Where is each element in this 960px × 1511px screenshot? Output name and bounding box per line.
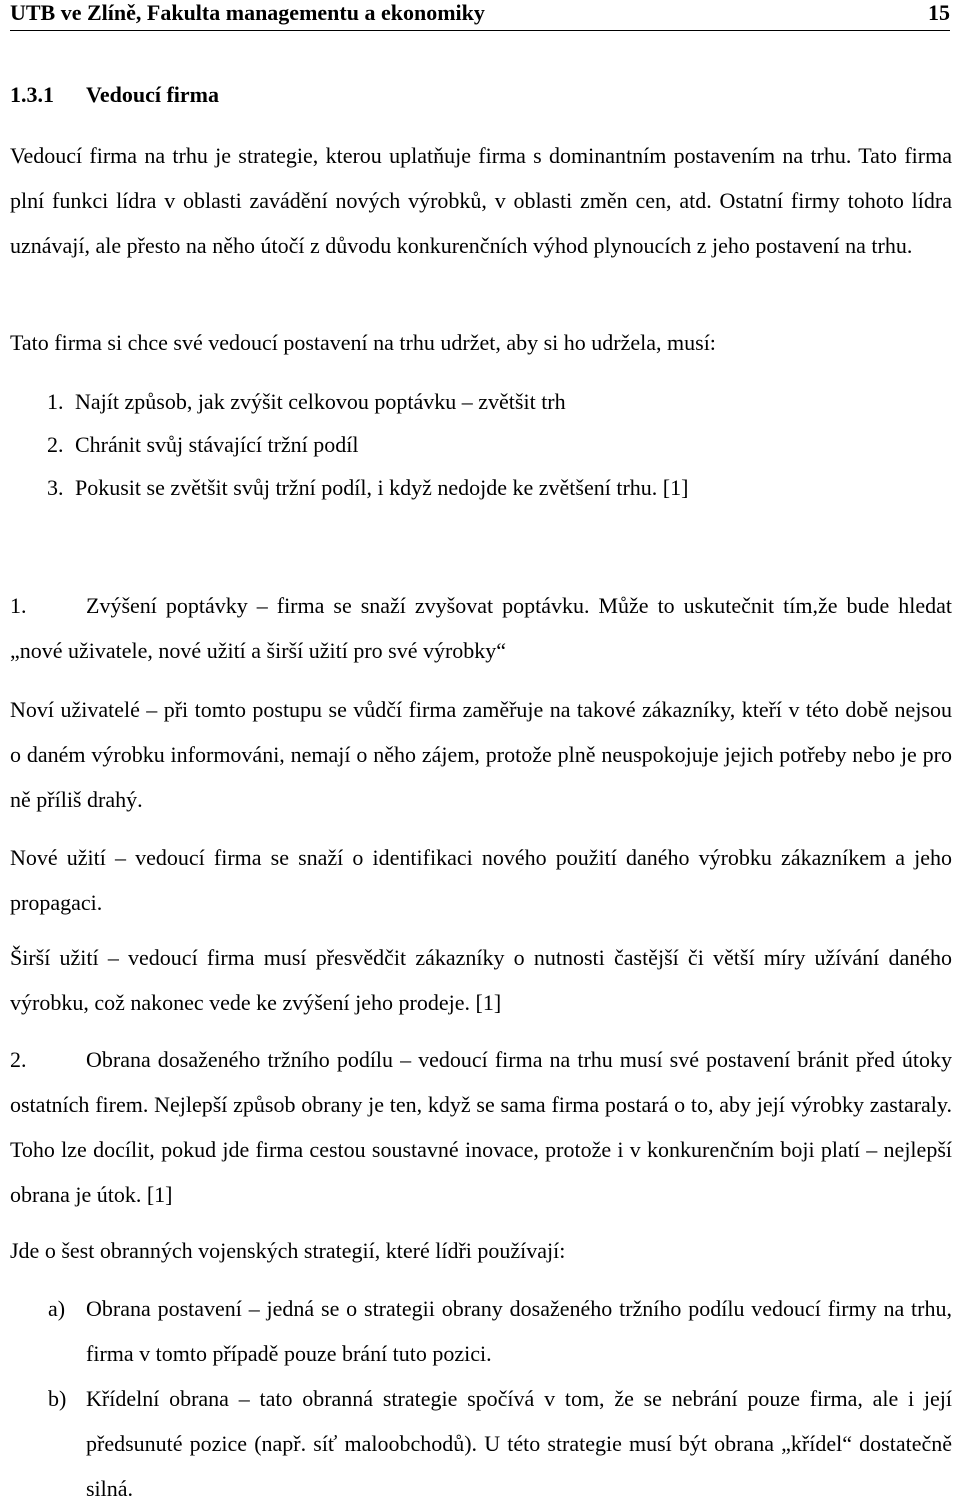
list-item-text: Najít způsob, jak zvýšit celkovou poptávku – zvětšit trh [75, 389, 566, 414]
new-users-paragraph: Noví uživatelé – při tomto postupu se vůdčí firma zaměřuje na takové zákazníky, kteří v této době nejsou o daném výrobku informováni, nemají o něho zájem, protože plně neuspokojuje jejich potřeby nebo je pro ně příliš drahý. [10, 697, 952, 812]
section-number: 1.3.1 [10, 82, 54, 107]
list-item-text: Křídelní obrana – tato obranná strategie spočívá v tom, že se nebrání pouze firma, ale i její předsunuté pozice (např. síť maloobchodů). U této strategie musí být obrana „křídel“ dostatečně silná. [86, 1386, 952, 1501]
page-header [10, 0, 950, 30]
list-item-text: Pokusit se zvětšit svůj tržní podíl, i když nedojde ke zvětšení trhu. [1] [75, 475, 689, 500]
goal-list-item [47, 382, 566, 422]
point-marker: 2. [10, 1047, 27, 1072]
list-marker: 1. [47, 389, 64, 414]
intro-paragraph: Vedoucí firma na trhu je strategie, kterou uplatňuje firma s dominantním postavením na trhu. Tato firma plní funkci lídra v oblasti zavádění nových výrobků, v oblasti změn cen, atd. Ostatní firmy tohoto lídra uznávají, ale přesto na něho útočí z důvodu konkurenčních výhod plynoucích z jeho postavení na trhu. [10, 143, 952, 258]
point-text: Zvýšení poptávky – firma se snaží zvyšovat poptávku. Může to uskutečnit tím,že bude hledat „nové uživatele, nové užití a širší užití pro své výrobky“ [10, 593, 952, 663]
list-item-text: Chránit svůj stávající tržní podíl [75, 432, 359, 457]
defense-list-item [10, 1376, 952, 1502]
list-marker: 3. [47, 475, 64, 500]
goal-list-item [47, 425, 359, 465]
point-2-paragraph [10, 1037, 952, 1217]
header-title: UTB ve Zlíně, Fakulta managementu a ekonomiky [10, 0, 485, 25]
section-title: Vedoucí firma [86, 82, 220, 107]
list-marker: b) [48, 1386, 67, 1411]
page-number: 15 [928, 0, 950, 25]
list-marker: a) [48, 1296, 66, 1321]
goal-list-item [47, 468, 688, 508]
list-item-text: Obrana postavení – jedná se o strategii obrany dosaženého tržního podílu vedoucí firmy na trhu, firma v tomto případě pouze brání tuto pozici. [86, 1296, 952, 1366]
wider-use-paragraph: Širší užití – vedoucí firma musí přesvědčit zákazníky o nutnosti častější či větší míry užívání daného výrobku, což nakonec vede ke zvýšení jeho prodeje. [1] [10, 945, 952, 1015]
point-text: Obrana dosaženého tržního podílu – vedoucí firma na trhu musí své postavení bránit před útoky ostatních firem. Nejlepší způsob obrany je ten, když se sama firma postará o to, aby její výrobky zastaraly. Toho lze docílit, pokud jde firma cestou soustavné inovace, protože i v konkurenčním boji platí – nejlepší obrana je útok. [1] [10, 1047, 952, 1207]
header-rule [10, 30, 950, 31]
section-heading [10, 82, 219, 108]
point-1-paragraph [10, 583, 952, 673]
goal-paragraph: Tato firma si chce své vedoucí postavení na trhu udržet, aby si ho udržela, musí: [10, 330, 716, 355]
new-use-paragraph: Nové užití – vedoucí firma se snaží o identifikaci nového použití daného výrobku zákazníkem a jeho propagaci. [10, 845, 952, 915]
defense-intro-paragraph: Jde o šest obranných vojenských strategií, které lídři používají: [10, 1238, 566, 1263]
defense-list-item [10, 1286, 952, 1376]
list-marker: 2. [47, 432, 64, 457]
point-marker: 1. [10, 593, 27, 618]
